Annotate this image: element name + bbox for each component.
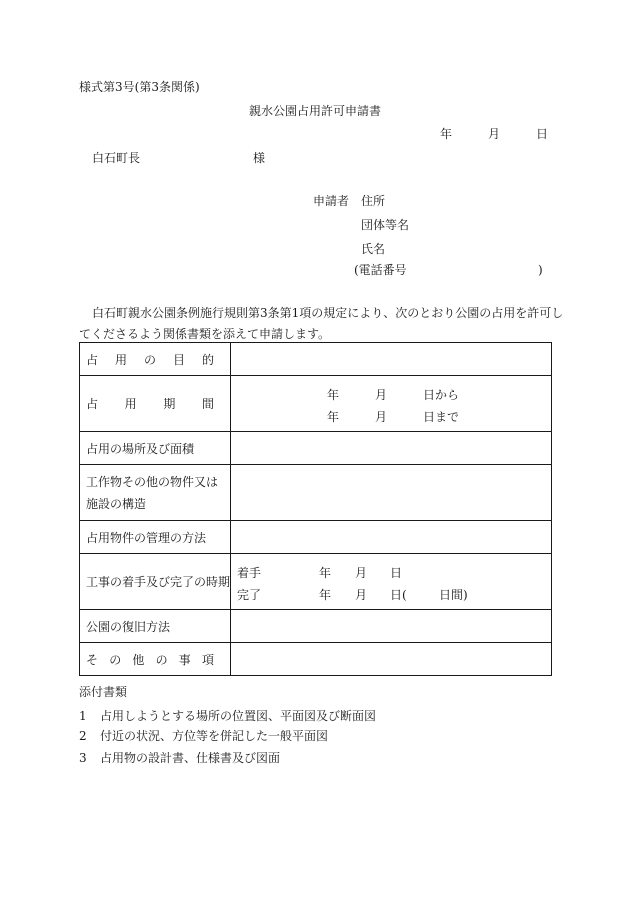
application-table [79, 342, 552, 676]
period-label: 占 用 期 間 [80, 376, 231, 432]
location-field[interactable] [231, 432, 552, 465]
row-purpose [80, 343, 552, 376]
period-from: 年 月 日から [327, 387, 460, 402]
applicant-phone-label: (電話番号 [354, 263, 407, 277]
applicant-label: 申請者 [313, 194, 350, 208]
restore-field[interactable] [231, 610, 552, 643]
purpose-label: 占 用 の 目 的 [80, 343, 231, 376]
date-day-label: 日 [536, 127, 549, 141]
row-location [80, 432, 552, 465]
document-title: 親水公園占用許可申請書 [248, 104, 381, 118]
management-label: 占用物件の管理の方法 [80, 521, 231, 554]
row-restore [80, 610, 552, 643]
work-end: 完了 年 月 日( 日間) [237, 587, 468, 602]
attachment-number: 2 [79, 729, 87, 743]
form-number: 様式第3号(第3条関係) [79, 80, 200, 94]
work-period-field[interactable] [231, 554, 552, 610]
other-label: そ の 他 の 事 項 [80, 643, 231, 676]
attachment-text: 付近の状況、方位等を併記した一般平面図 [100, 729, 329, 743]
attachment-item [79, 729, 328, 743]
applicant-phone-close: ) [538, 263, 543, 277]
attachment-number: 1 [79, 709, 87, 723]
purpose-field[interactable] [231, 343, 552, 376]
attachment-text: 占用物の設計書、仕様書及び図面 [100, 751, 281, 765]
applicant-address-label: 住所 [361, 194, 386, 208]
period-to: 年 月 日まで [327, 409, 460, 424]
attachment-text: 占用しようとする場所の位置図、平面図及び断面図 [100, 709, 377, 723]
work-period-label: 工事の着手及び完了の時期 [80, 554, 231, 610]
attachment-number: 3 [79, 751, 87, 765]
row-structure [80, 465, 552, 521]
location-label: 占用の場所及び面積 [80, 432, 231, 465]
structure-label: 工作物その他の物件又は 施設の構造 [80, 465, 231, 521]
body-text-line-1: 白石町親水公園条例施行規則第3条第1項の規定により、次のとおり公園の占用を許可し [92, 306, 564, 320]
body-text-line-2: てくださるよう関係書類を添えて申請します。 [79, 327, 331, 341]
attachments-heading: 添付書類 [79, 685, 128, 699]
restore-label: 公園の復旧方法 [80, 610, 231, 643]
structure-field[interactable] [231, 465, 552, 521]
applicant-name-label: 氏名 [361, 242, 386, 256]
date-month-label: 月 [488, 127, 501, 141]
row-work-period [80, 554, 552, 610]
honorific: 様 [253, 151, 266, 165]
row-management [80, 521, 552, 554]
work-start: 着手 年 月 日 [237, 565, 403, 580]
row-other [80, 643, 552, 676]
management-field[interactable] [231, 521, 552, 554]
other-field[interactable] [231, 643, 552, 676]
period-field[interactable] [231, 376, 552, 432]
attachment-item [79, 751, 280, 765]
applicant-organization-label: 団体等名 [361, 218, 410, 232]
recipient: 白石町長 [92, 151, 141, 165]
attachment-item [79, 709, 376, 723]
row-period [80, 376, 552, 432]
date-year-label: 年 [440, 127, 453, 141]
